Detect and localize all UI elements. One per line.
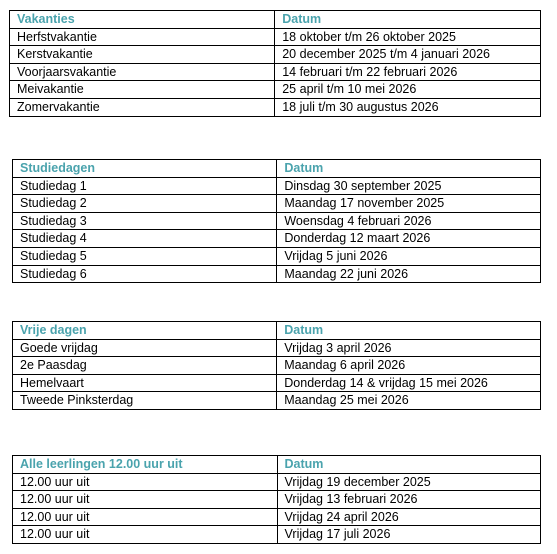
table-row [13, 392, 541, 410]
table-row [13, 357, 541, 375]
leerlingen-uit-table [12, 455, 541, 544]
row-label-cell: Zomervakantie [10, 98, 275, 116]
row-date-cell: Woensdag 4 februari 2026 [277, 212, 541, 230]
row-label-cell: 12.00 uur uit [13, 526, 278, 544]
table-row [13, 177, 541, 195]
table-row [13, 491, 541, 509]
vrije-dagen-table [12, 321, 541, 410]
row-date-cell: Maandag 25 mei 2026 [277, 392, 541, 410]
column-header-date: Datum [275, 11, 541, 29]
row-date-cell: Vrijdag 19 december 2025 [277, 473, 540, 491]
table-header-row [13, 322, 541, 340]
column-header-date: Datum [277, 160, 541, 178]
table-row [10, 81, 541, 99]
table-row [10, 46, 541, 64]
row-label-cell: Studiedag 4 [13, 230, 277, 248]
row-date-cell: 25 april t/m 10 mei 2026 [275, 81, 541, 99]
row-label-cell: 12.00 uur uit [13, 508, 278, 526]
row-date-cell: 18 juli t/m 30 augustus 2026 [275, 98, 541, 116]
table-row [13, 230, 541, 248]
column-header-date: Datum [277, 456, 540, 474]
row-label-cell: 2e Paasdag [13, 357, 277, 375]
table-row [13, 374, 541, 392]
table-header-row [13, 456, 541, 474]
table-row [13, 247, 541, 265]
row-date-cell: Vrijdag 5 juni 2026 [277, 247, 541, 265]
table-row [13, 473, 541, 491]
row-label-cell: Tweede Pinksterdag [13, 392, 277, 410]
vakanties-table [9, 10, 541, 117]
row-date-cell: Vrijdag 24 april 2026 [277, 508, 540, 526]
row-date-cell: 18 oktober t/m 26 oktober 2025 [275, 28, 541, 46]
row-date-cell: Donderdag 14 & vrijdag 15 mei 2026 [277, 374, 541, 392]
table-row [10, 28, 541, 46]
table-row [10, 63, 541, 81]
table-row [13, 508, 541, 526]
row-date-cell: Vrijdag 13 februari 2026 [277, 491, 540, 509]
row-label-cell: Hemelvaart [13, 374, 277, 392]
row-date-cell: Maandag 17 november 2025 [277, 195, 541, 213]
row-date-cell: Vrijdag 17 juli 2026 [277, 526, 540, 544]
table-row [13, 212, 541, 230]
row-label-cell: Studiedag 3 [13, 212, 277, 230]
row-date-cell: Maandag 6 april 2026 [277, 357, 541, 375]
column-header-label: Studiedagen [13, 160, 277, 178]
row-label-cell: 12.00 uur uit [13, 473, 278, 491]
table-row [10, 98, 541, 116]
column-header-date: Datum [277, 322, 541, 340]
row-label-cell: Studiedag 1 [13, 177, 277, 195]
row-label-cell: Voorjaarsvakantie [10, 63, 275, 81]
table-row [13, 339, 541, 357]
row-date-cell: 14 februari t/m 22 februari 2026 [275, 63, 541, 81]
studiedagen-table [12, 159, 541, 283]
table-row [13, 265, 541, 283]
table-row [13, 195, 541, 213]
table-row [13, 526, 541, 544]
row-date-cell: Vrijdag 3 april 2026 [277, 339, 541, 357]
row-label-cell: Studiedag 5 [13, 247, 277, 265]
table-header-row [10, 11, 541, 29]
row-date-cell: Dinsdag 30 september 2025 [277, 177, 541, 195]
row-label-cell: Kerstvakantie [10, 46, 275, 64]
row-date-cell: 20 december 2025 t/m 4 januari 2026 [275, 46, 541, 64]
column-header-label: Alle leerlingen 12.00 uur uit [13, 456, 278, 474]
column-header-label: Vrije dagen [13, 322, 277, 340]
row-label-cell: 12.00 uur uit [13, 491, 278, 509]
row-date-cell: Donderdag 12 maart 2026 [277, 230, 541, 248]
row-label-cell: Herfstvakantie [10, 28, 275, 46]
column-header-label: Vakanties [10, 11, 275, 29]
row-date-cell: Maandag 22 juni 2026 [277, 265, 541, 283]
row-label-cell: Goede vrijdag [13, 339, 277, 357]
table-header-row [13, 160, 541, 178]
row-label-cell: Studiedag 2 [13, 195, 277, 213]
row-label-cell: Meivakantie [10, 81, 275, 99]
row-label-cell: Studiedag 6 [13, 265, 277, 283]
